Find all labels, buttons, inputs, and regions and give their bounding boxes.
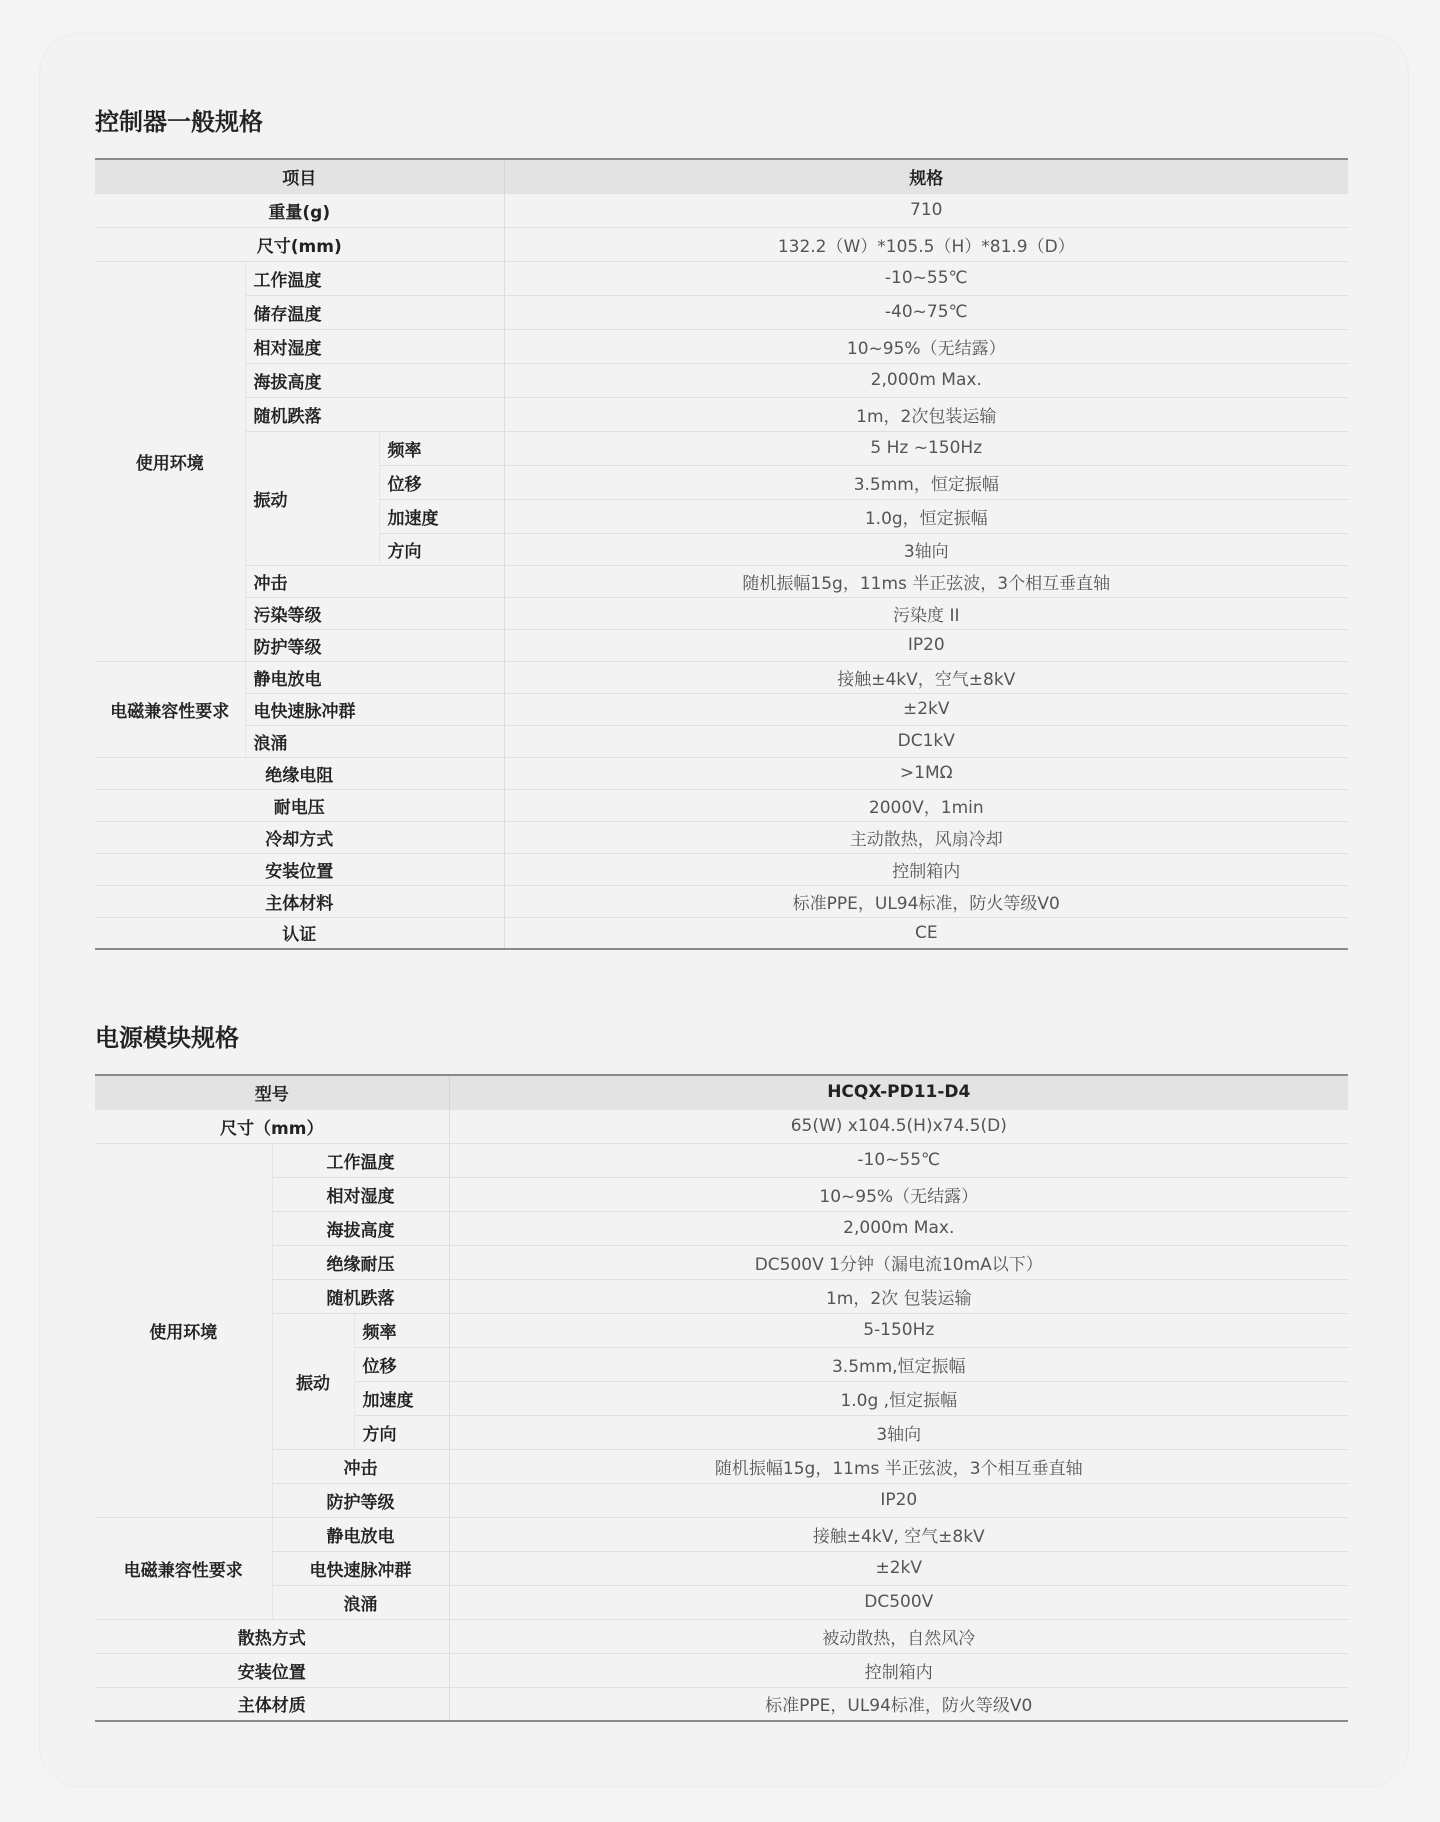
row-value: 控制箱内: [504, 853, 1348, 885]
row-value: 被动散热，自然风冷: [449, 1619, 1348, 1653]
row-key: 重量(g): [95, 193, 504, 227]
table-row: [95, 853, 1348, 885]
controller-spec-table: [95, 158, 1348, 950]
table-row: [95, 1211, 1348, 1245]
row-key: 海拔高度: [245, 363, 504, 397]
table-row: [95, 757, 1348, 789]
header-model-value: HCQX-PD11-D4: [449, 1075, 1348, 1109]
table-row: [95, 661, 1348, 693]
row-value: DC500V 1分钟（漏电流10mA以下）: [449, 1245, 1348, 1279]
row-value: ±2kV: [449, 1551, 1348, 1585]
row-value: 接触±4kV, 空气±8kV: [449, 1517, 1348, 1551]
table-row: [95, 1143, 1348, 1177]
row-key: 绝缘电阻: [95, 757, 504, 789]
row-value: 3.5mm,恒定振幅: [449, 1347, 1348, 1381]
table-row: [95, 597, 1348, 629]
row-key: 散热方式: [95, 1619, 449, 1653]
row-key: 主体材料: [95, 885, 504, 917]
row-key: 位移: [379, 465, 504, 499]
row-value: 2,000m Max.: [504, 363, 1348, 397]
table-row: [95, 1585, 1348, 1619]
header-item: 项目: [95, 159, 504, 193]
table-header-row: [95, 1075, 1348, 1109]
row-key: 方向: [354, 1415, 449, 1449]
group-env: 使用环境: [95, 1143, 272, 1517]
row-key: 尺寸(mm): [95, 227, 504, 261]
row-key: 静电放电: [272, 1517, 449, 1551]
row-key: 认证: [95, 917, 504, 949]
table-row: [95, 1449, 1348, 1483]
row-value: 接触±4kV，空气±8kV: [504, 661, 1348, 693]
table-row: [95, 821, 1348, 853]
row-value: 1m，2次包装运输: [504, 397, 1348, 431]
table-row: [95, 629, 1348, 661]
row-key: 相对湿度: [245, 329, 504, 363]
row-value: >1MΩ: [504, 757, 1348, 789]
table-row: [95, 565, 1348, 597]
row-key: 耐电压: [95, 789, 504, 821]
table-row: [95, 1279, 1348, 1313]
row-value: 2,000m Max.: [449, 1211, 1348, 1245]
row-value: 10~95%（无结露）: [449, 1177, 1348, 1211]
row-key: 频率: [379, 431, 504, 465]
header-model-label: 型号: [95, 1075, 449, 1109]
table-row: [95, 1313, 1348, 1347]
table-row: [95, 1653, 1348, 1687]
row-key: 防护等级: [272, 1483, 449, 1517]
row-value: 控制箱内: [449, 1653, 1348, 1687]
row-key: 冲击: [245, 565, 504, 597]
table-header-row: [95, 159, 1348, 193]
row-key: 安装位置: [95, 853, 504, 885]
row-key: 工作温度: [245, 261, 504, 295]
row-value: 132.2（W）*105.5（H）*81.9（D）: [504, 227, 1348, 261]
row-value: 10~95%（无结露）: [504, 329, 1348, 363]
row-key: 冲击: [272, 1449, 449, 1483]
row-value: 1.0g，恒定振幅: [504, 499, 1348, 533]
group-vibration: 振动: [272, 1313, 354, 1449]
table-row: [95, 363, 1348, 397]
row-key: 电快速脉冲群: [245, 693, 504, 725]
row-value: 随机振幅15g，11ms 半正弦波，3个相互垂直轴: [504, 565, 1348, 597]
row-value: 随机振幅15g，11ms 半正弦波，3个相互垂直轴: [449, 1449, 1348, 1483]
group-env: 使用环境: [95, 261, 245, 661]
row-key: 加速度: [354, 1381, 449, 1415]
row-key: 尺寸（mm）: [95, 1109, 449, 1143]
row-value: 3轴向: [449, 1415, 1348, 1449]
row-value: 1.0g ,恒定振幅: [449, 1381, 1348, 1415]
table-row: [95, 329, 1348, 363]
table-row: [95, 693, 1348, 725]
row-key: 相对湿度: [272, 1177, 449, 1211]
table-row: [95, 1245, 1348, 1279]
row-value: CE: [504, 917, 1348, 949]
controller-spec-section: [95, 104, 1348, 950]
row-key: 频率: [354, 1313, 449, 1347]
table-row: [95, 917, 1348, 949]
header-spec: 规格: [504, 159, 1348, 193]
table-row: [95, 1619, 1348, 1653]
row-value: 710: [504, 193, 1348, 227]
group-emc: 电磁兼容性要求: [95, 1517, 272, 1619]
table-row: [95, 1687, 1348, 1721]
power-spec-title: 电源模块规格: [95, 1024, 239, 1052]
table-row: [95, 1517, 1348, 1551]
row-key: 安装位置: [95, 1653, 449, 1687]
row-key: 工作温度: [272, 1143, 449, 1177]
power-spec-section: [95, 1020, 1348, 1722]
row-key: 储存温度: [245, 295, 504, 329]
row-value: 3轴向: [504, 533, 1348, 565]
table-row: [95, 1177, 1348, 1211]
table-row: [95, 1109, 1348, 1143]
table-row: [95, 1551, 1348, 1585]
row-key: 位移: [354, 1347, 449, 1381]
row-key: 方向: [379, 533, 504, 565]
row-value: -10~55℃: [504, 261, 1348, 295]
row-key: 浪涌: [272, 1585, 449, 1619]
table-row: [95, 295, 1348, 329]
table-row: [95, 227, 1348, 261]
table-row: [95, 725, 1348, 757]
controller-spec-title: 控制器一般规格: [95, 108, 263, 136]
row-value: -40~75℃: [504, 295, 1348, 329]
row-value: 3.5mm，恒定振幅: [504, 465, 1348, 499]
table-row: [95, 397, 1348, 431]
row-key: 防护等级: [245, 629, 504, 661]
table-row: [95, 885, 1348, 917]
row-value: -10~55℃: [449, 1143, 1348, 1177]
row-key: 主体材质: [95, 1687, 449, 1721]
row-value: DC500V: [449, 1585, 1348, 1619]
table-row: [95, 1483, 1348, 1517]
row-value: 标准PPE，UL94标准，防火等级V0: [504, 885, 1348, 917]
table-row: [95, 193, 1348, 227]
row-key: 冷却方式: [95, 821, 504, 853]
table-row: [95, 261, 1348, 295]
group-emc: 电磁兼容性要求: [95, 661, 245, 757]
row-value: IP20: [504, 629, 1348, 661]
row-key: 随机跌落: [272, 1279, 449, 1313]
row-value: 1m，2次 包装运输: [449, 1279, 1348, 1313]
table-row: [95, 431, 1348, 465]
row-key: 海拔高度: [272, 1211, 449, 1245]
row-value: 65(W) x104.5(H)x74.5(D): [449, 1109, 1348, 1143]
row-value: 标准PPE，UL94标准，防火等级V0: [449, 1687, 1348, 1721]
row-value: IP20: [449, 1483, 1348, 1517]
row-value: DC1kV: [504, 725, 1348, 757]
row-value: 5 Hz ~150Hz: [504, 431, 1348, 465]
row-value: 污染度 II: [504, 597, 1348, 629]
row-key: 电快速脉冲群: [272, 1551, 449, 1585]
row-value: 主动散热，风扇冷却: [504, 821, 1348, 853]
row-key: 污染等级: [245, 597, 504, 629]
row-key: 浪涌: [245, 725, 504, 757]
power-spec-table: [95, 1074, 1348, 1722]
row-value: 2000V，1min: [504, 789, 1348, 821]
row-value: 5-150Hz: [449, 1313, 1348, 1347]
row-key: 加速度: [379, 499, 504, 533]
row-value: ±2kV: [504, 693, 1348, 725]
group-vibration: 振动: [245, 431, 379, 565]
row-key: 静电放电: [245, 661, 504, 693]
row-key: 绝缘耐压: [272, 1245, 449, 1279]
row-key: 随机跌落: [245, 397, 504, 431]
table-row: [95, 789, 1348, 821]
